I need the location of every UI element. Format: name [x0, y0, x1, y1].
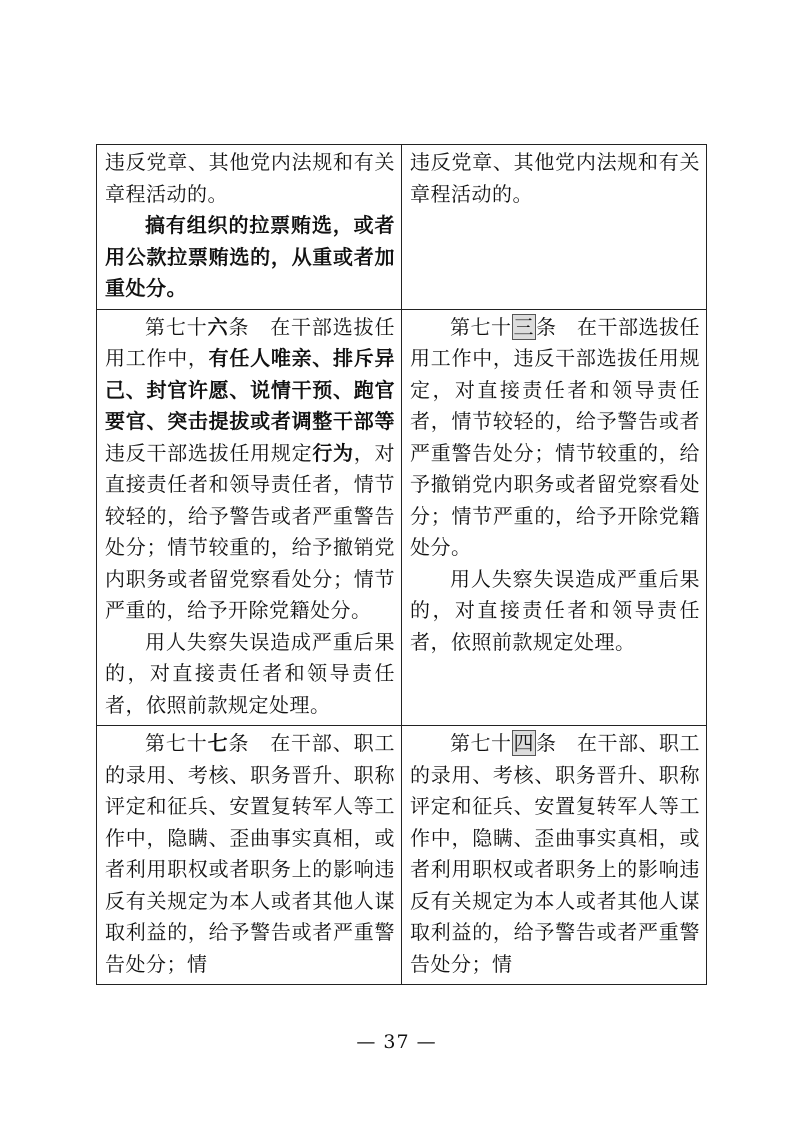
table-body — [97, 145, 707, 985]
emphasized-text: 七 — [207, 731, 229, 755]
text-run: 违反党章、其他党内法规和有关章程活动的。 — [105, 150, 395, 206]
revised-text-cell — [97, 726, 402, 985]
article-paragraph — [105, 147, 395, 210]
text-run: 条 在干部选拔任用工作中，违反干部选拔任用规定，对直接责任者和领导责任者，情节较轻的，给予警告或者严重警告处分；情节较重的，给予撤销党内职务或者留党察看处分；情节严重的，给予开除党籍处分。 — [410, 314, 700, 559]
text-run: 第七十 — [145, 731, 208, 755]
emphasized-text: 六 — [207, 314, 229, 339]
text-run: ，对直接责任者和领导责任者，情节较轻的，给予警告或者严重警告处分；情节较重的，给予撤销党内职务或者留党察看处分；情节严重的，给予开除党籍处分。 — [105, 440, 396, 622]
article-paragraph — [410, 147, 700, 210]
changed-number-box: 三 — [513, 314, 534, 339]
table-row — [97, 145, 707, 310]
article-paragraph — [105, 210, 395, 305]
article-paragraph — [105, 728, 395, 980]
text-run: 违反党章、其他党内法规和有关章程活动的。 — [410, 150, 700, 206]
table-row — [97, 309, 707, 726]
original-text-cell — [402, 726, 707, 985]
article-paragraph — [410, 312, 700, 564]
revised-text-cell — [97, 145, 402, 310]
table-row — [97, 726, 707, 985]
text-run: 违反干部选拔任用规定 — [105, 440, 313, 465]
text-run: 条 在干部、职工的录用、考核、职务晋升、职称评定和征兵、安置复转军人等工作中，隐瞒、歪曲事实真相，或者利用职权或者职务上的影响违反有关规定为本人或者其他人谋取利益的，给予警告或者严重警告处分；情 — [105, 731, 396, 976]
emphasized-text: 有任人唯亲、排斥异己、封官许愿、说情干预、跑官要官、突击提拔或者调整干部等 — [105, 346, 396, 433]
text-run: 条 在干部、职工的录用、考核、职务晋升、职称评定和征兵、安置复转军人等工作中，隐瞒、歪曲事实真相，或者利用职权或者职务上的影响违反有关规定为本人或者其他人谋取利益的，给予警告或者严重警告处分；情 — [410, 731, 700, 976]
original-text-cell — [402, 309, 707, 726]
article-paragraph — [105, 627, 395, 722]
article-paragraph — [410, 728, 700, 980]
text-run: 用人失察失误造成严重后果的，对直接责任者和领导责任者，依照前款规定处理。 — [105, 629, 395, 717]
emphasized-text: 搞有组织的拉票贿选，或者用公款拉票贿选的，从重或者加重处分。 — [105, 213, 395, 300]
text-run: 用人失察失误造成严重后果的，对直接责任者和领导责任者，依照前款规定处理。 — [410, 566, 700, 654]
article-paragraph — [410, 564, 700, 659]
text-run: 条 在干部选拔任用工作中， — [105, 314, 396, 370]
text-run: 第七十 — [450, 731, 512, 755]
text-run: 第七十 — [145, 314, 208, 339]
text-run: 第七十 — [450, 314, 512, 339]
article-paragraph — [105, 312, 395, 627]
page-number: — 37 — — [356, 1031, 437, 1053]
original-text-cell — [402, 145, 707, 310]
emphasized-text: 行为 — [312, 440, 354, 465]
revised-text-cell — [97, 309, 402, 726]
changed-number-box: 四 — [513, 731, 534, 755]
comparison-table — [96, 144, 707, 985]
